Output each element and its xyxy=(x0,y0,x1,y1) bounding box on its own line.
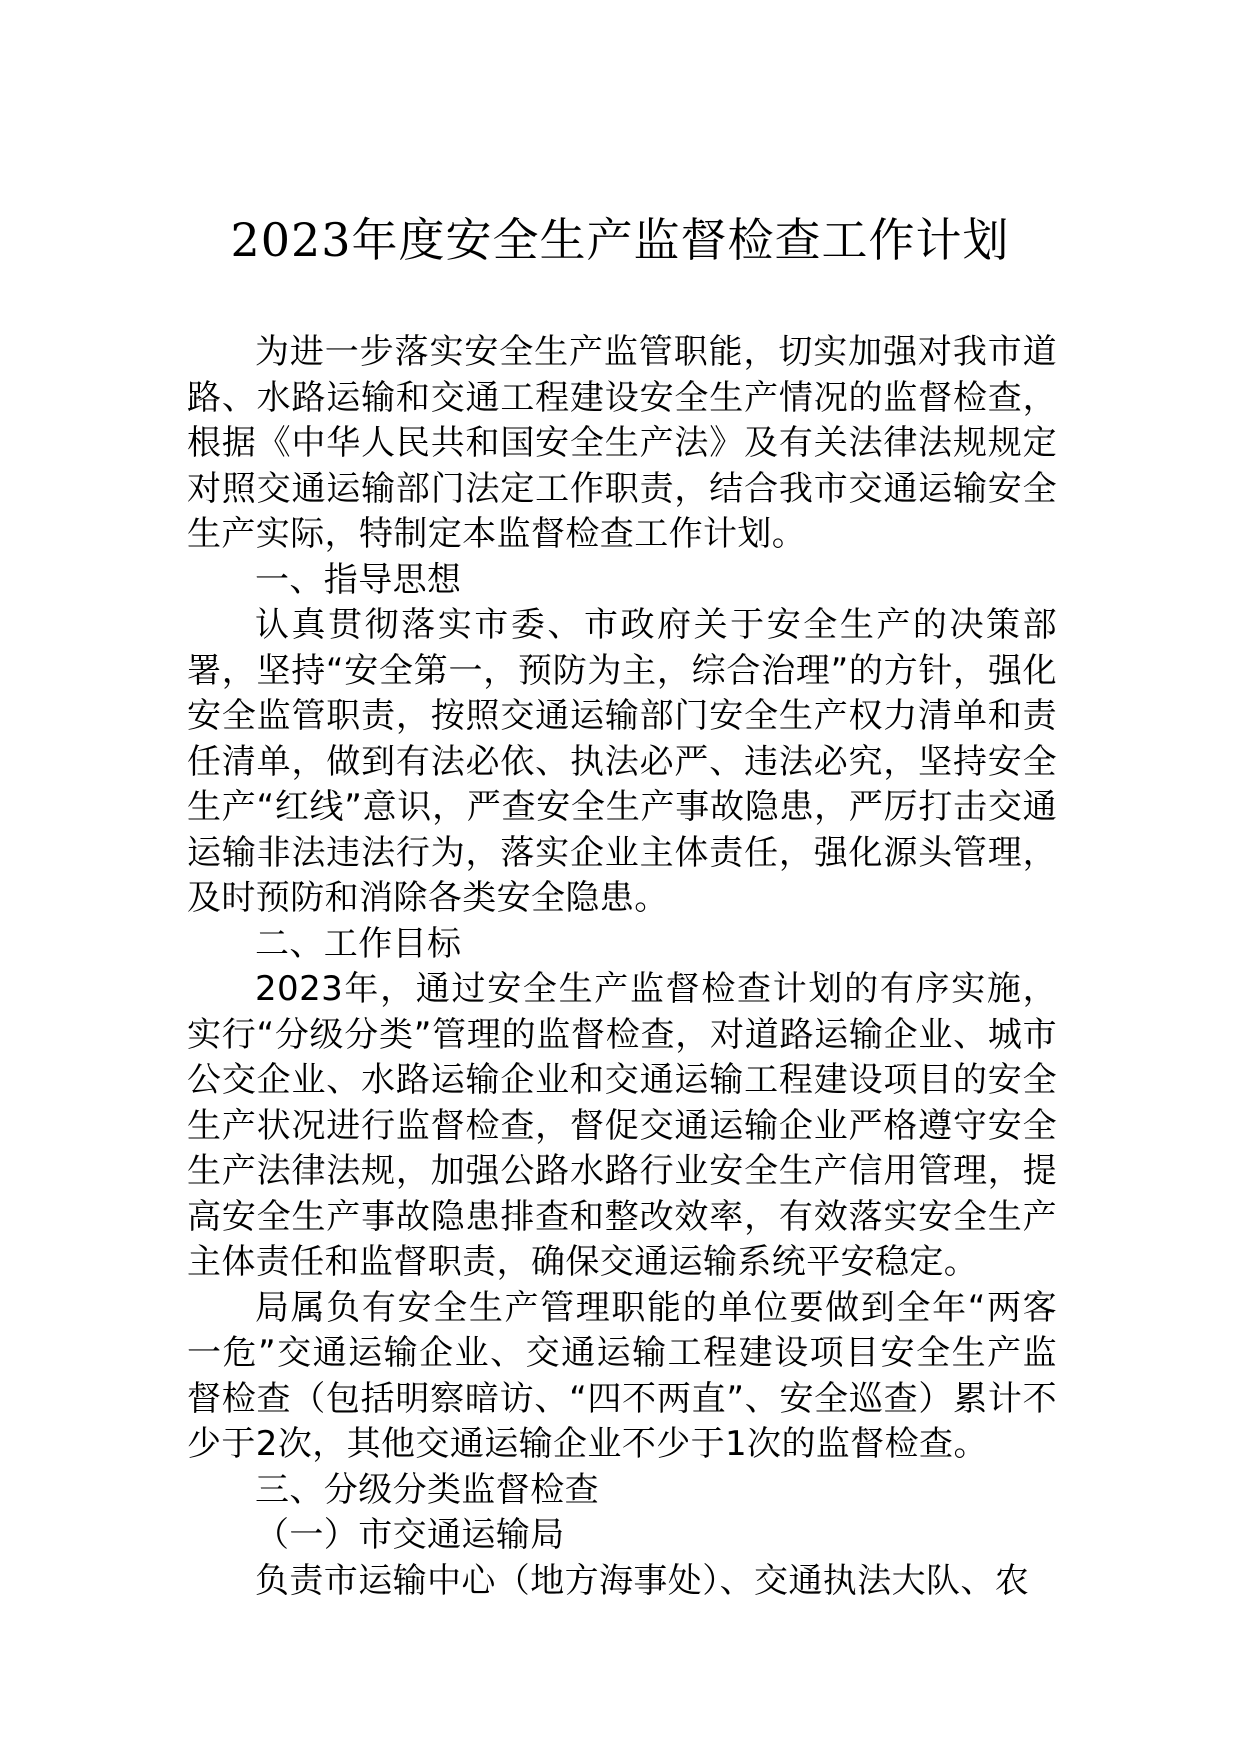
city-bureau-paragraph: 负责市运输中心（地方海事处）、交通执法大队、农 xyxy=(255,1560,1030,1601)
intro-paragraph: 为进一步落实安全生产监管职能，切实加强对我市道路、水路运输和交通工程建设安全生产情况的监督检查，根据《中华人民共和国安全生产法》及有关法律法规规定对照交通运输部门法定工作职责，结合我市交通运输安全生产实际，特制定本监督检查工作计划。 xyxy=(187,332,1057,554)
document-body xyxy=(187,330,1057,1604)
section-heading-work-goals: 二、工作目标 xyxy=(255,923,462,964)
inspection-frequency-paragraph: 局属负有安全生产管理职能的单位要做到全年“两客一危”交通运输企业、交通运输工程建设项目安全生产监督检查（包括明察暗访、“四不两直”、安全巡查）累计不少于2次，其他交通运输企业不少于1次的监督检查。 xyxy=(187,1287,1057,1464)
section-heading-guiding-ideology: 一、指导思想 xyxy=(255,559,462,600)
subsection-heading-city-bureau: （一）市交通运输局 xyxy=(255,1515,565,1555)
guiding-ideology-paragraph: 认真贯彻落实市委、市政府关于安全生产的决策部署，坚持“安全第一，预防为主，综合治理”的方针，强化安全监管职责，按照交通运输部门安全生产权力清单和责任清单，做到有法必依、执法必严、违法必究，坚持安全生产“红线”意识，严查安全生产事故隐患，严厉打击交通运输非法违法行为，落实企业主体责任，强化源头管理，及时预防和消除各类安全隐患。 xyxy=(187,605,1057,918)
document-title: 2023年度安全生产监督检查工作计划 xyxy=(230,213,1010,267)
section-heading-classified-inspection: 三、分级分类监督检查 xyxy=(255,1469,599,1510)
work-goals-paragraph: 2023年，通过安全生产监督检查计划的有序实施，实行“分级分类”管理的监督检查，对道路运输企业、城市公交企业、水路运输企业和交通运输工程建设项目的安全生产状况进行监督检查，督促交通运输企业严格遵守安全生产法律法规，加强公路水路行业安全生产信用管理，提高安全生产事故隐患排查和整改效率，有效落实安全生产主体责任和监督职责，确保交通运输系统平安稳定。 xyxy=(187,969,1057,1282)
